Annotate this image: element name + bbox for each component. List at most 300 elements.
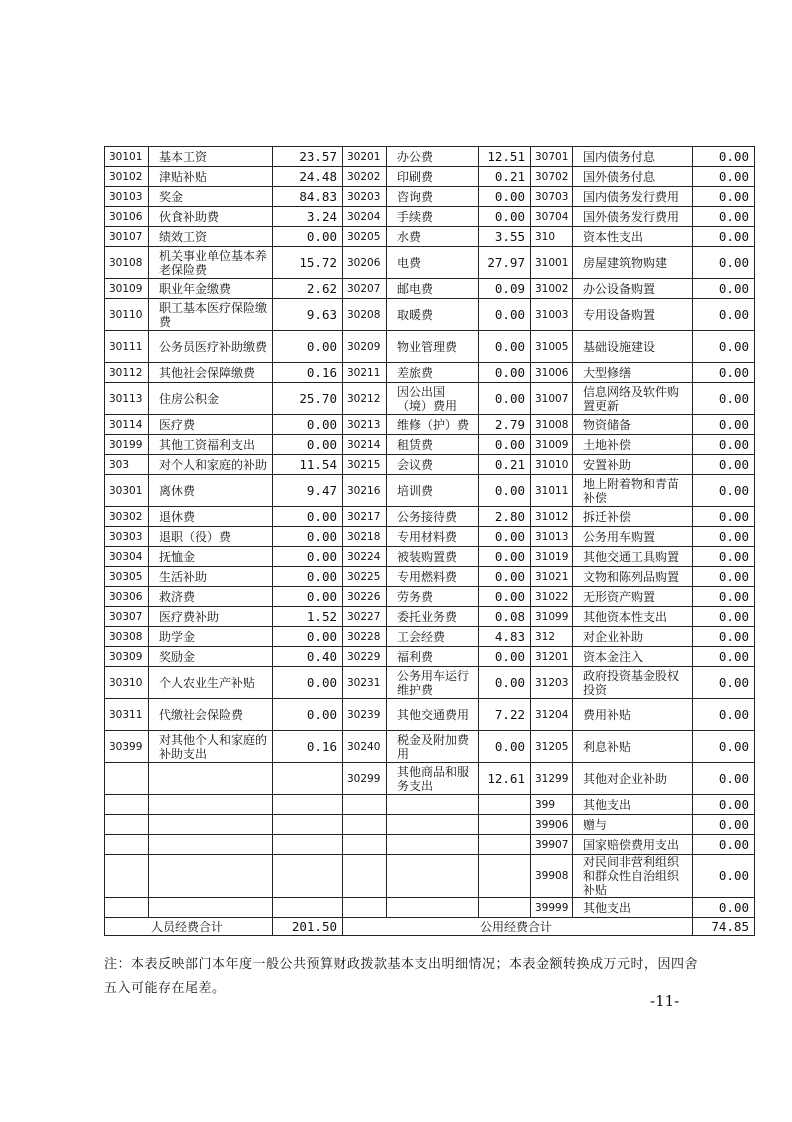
name-1: 其他社会保障缴费 (149, 363, 273, 383)
value-3: 0.00 (693, 147, 755, 167)
name-2: 工会经费 (387, 627, 479, 647)
code-1: 30305 (105, 567, 149, 587)
name-3: 资本金注入 (573, 647, 693, 667)
name-2: 印刷费 (387, 167, 479, 187)
value-1: 0.00 (273, 547, 343, 567)
name-3: 办公设备购置 (573, 279, 693, 299)
table-row (105, 363, 755, 383)
code-2: 30216 (343, 475, 387, 507)
table-row (105, 331, 755, 363)
page-number: -11- (650, 992, 680, 1010)
table-row (105, 815, 755, 835)
name-2: 培训费 (387, 475, 479, 507)
code-2: 30201 (343, 147, 387, 167)
name-3: 对民间非营利组织和群众性自治组织补贴 (573, 855, 693, 898)
code-2 (343, 898, 387, 918)
value-2 (479, 835, 531, 855)
code-1: 30307 (105, 607, 149, 627)
table-row (105, 699, 755, 731)
name-1: 离休费 (149, 475, 273, 507)
code-2: 30211 (343, 363, 387, 383)
code-1: 30399 (105, 731, 149, 763)
code-3: 31007 (531, 383, 573, 415)
value-2 (479, 815, 531, 835)
name-3: 其他支出 (573, 795, 693, 815)
value-1: 0.00 (273, 435, 343, 455)
table-row (105, 435, 755, 455)
name-2: 其他交通费用 (387, 699, 479, 731)
name-1: 奖励金 (149, 647, 273, 667)
value-2: 0.00 (479, 299, 531, 331)
code-3: 31009 (531, 435, 573, 455)
code-1: 30110 (105, 299, 149, 331)
table-row (105, 207, 755, 227)
name-3: 国外债务发行费用 (573, 207, 693, 227)
totals-row (105, 918, 755, 936)
value-3: 0.00 (693, 475, 755, 507)
table-row (105, 627, 755, 647)
value-1: 0.00 (273, 667, 343, 699)
value-1: 0.00 (273, 587, 343, 607)
value-1: 23.57 (273, 147, 343, 167)
name-1 (149, 815, 273, 835)
value-3: 0.00 (693, 455, 755, 475)
personnel-total-label: 人员经费合计 (105, 918, 273, 936)
value-1: 0.00 (273, 507, 343, 527)
name-2: 会议费 (387, 455, 479, 475)
code-3: 31008 (531, 415, 573, 435)
value-3: 0.00 (693, 587, 755, 607)
name-1: 救济费 (149, 587, 273, 607)
code-1: 30101 (105, 147, 149, 167)
value-2: 27.97 (479, 247, 531, 279)
name-2: 取暖费 (387, 299, 479, 331)
name-1: 对其他个人和家庭的补助支出 (149, 731, 273, 763)
value-1: 0.40 (273, 647, 343, 667)
table-row (105, 835, 755, 855)
value-1 (273, 855, 343, 898)
value-3: 0.00 (693, 567, 755, 587)
name-2: 因公出国（境）费用 (387, 383, 479, 415)
name-3: 赠与 (573, 815, 693, 835)
name-2: 公务用车运行维护费 (387, 667, 479, 699)
name-3: 无形资产购置 (573, 587, 693, 607)
value-1: 24.48 (273, 167, 343, 187)
code-1 (105, 795, 149, 815)
name-3: 安置补助 (573, 455, 693, 475)
code-3: 31099 (531, 607, 573, 627)
code-3: 31203 (531, 667, 573, 699)
name-3: 专用设备购置 (573, 299, 693, 331)
code-3: 31201 (531, 647, 573, 667)
code-1: 30306 (105, 587, 149, 607)
code-1 (105, 898, 149, 918)
code-2: 30209 (343, 331, 387, 363)
code-1: 30309 (105, 647, 149, 667)
value-2: 0.21 (479, 167, 531, 187)
code-1: 30109 (105, 279, 149, 299)
name-3: 国内债务发行费用 (573, 187, 693, 207)
code-3: 31010 (531, 455, 573, 475)
value-2: 0.00 (479, 547, 531, 567)
table-row (105, 383, 755, 415)
value-1: 11.54 (273, 455, 343, 475)
name-1: 公务员医疗补助缴费 (149, 331, 273, 363)
value-1 (273, 795, 343, 815)
name-1: 奖金 (149, 187, 273, 207)
name-2 (387, 795, 479, 815)
code-2: 30208 (343, 299, 387, 331)
value-2: 0.00 (479, 475, 531, 507)
name-3: 土地补偿 (573, 435, 693, 455)
code-2: 30217 (343, 507, 387, 527)
name-1: 职业年金缴费 (149, 279, 273, 299)
value-2: 3.55 (479, 227, 531, 247)
table-row (105, 795, 755, 815)
code-1: 30302 (105, 507, 149, 527)
table-row (105, 587, 755, 607)
code-2: 30205 (343, 227, 387, 247)
value-1: 2.62 (273, 279, 343, 299)
table-row (105, 187, 755, 207)
name-3: 其他对企业补助 (573, 763, 693, 795)
value-3: 0.00 (693, 795, 755, 815)
name-1 (149, 835, 273, 855)
value-3: 0.00 (693, 415, 755, 435)
value-2 (479, 898, 531, 918)
name-1: 津贴补贴 (149, 167, 273, 187)
code-3: 31003 (531, 299, 573, 331)
value-2: 2.79 (479, 415, 531, 435)
value-2: 2.80 (479, 507, 531, 527)
value-1 (273, 763, 343, 795)
value-1 (273, 815, 343, 835)
value-3: 0.00 (693, 299, 755, 331)
code-3: 312 (531, 627, 573, 647)
code-3: 31013 (531, 527, 573, 547)
name-2: 办公费 (387, 147, 479, 167)
code-1: 30308 (105, 627, 149, 647)
value-3: 0.00 (693, 898, 755, 918)
name-1 (149, 795, 273, 815)
code-3: 31205 (531, 731, 573, 763)
name-2: 公务接待费 (387, 507, 479, 527)
code-3: 31001 (531, 247, 573, 279)
name-1: 生活补助 (149, 567, 273, 587)
code-2: 30229 (343, 647, 387, 667)
code-2: 30299 (343, 763, 387, 795)
name-2: 维修（护）费 (387, 415, 479, 435)
code-2: 30212 (343, 383, 387, 415)
code-3: 399 (531, 795, 573, 815)
name-2: 被装购置费 (387, 547, 479, 567)
value-2 (479, 795, 531, 815)
code-1: 30111 (105, 331, 149, 363)
name-3: 利息补贴 (573, 731, 693, 763)
code-3: 31021 (531, 567, 573, 587)
value-1: 0.16 (273, 363, 343, 383)
name-3: 其他支出 (573, 898, 693, 918)
code-2 (343, 795, 387, 815)
value-3: 0.00 (693, 667, 755, 699)
code-2: 30228 (343, 627, 387, 647)
table-row (105, 227, 755, 247)
code-2 (343, 835, 387, 855)
name-1: 退休费 (149, 507, 273, 527)
name-3: 拆迁补偿 (573, 507, 693, 527)
name-1 (149, 763, 273, 795)
code-1: 30199 (105, 435, 149, 455)
name-3: 公务用车购置 (573, 527, 693, 547)
code-2: 30226 (343, 587, 387, 607)
code-3: 31019 (531, 547, 573, 567)
table-row (105, 898, 755, 918)
value-3: 0.00 (693, 435, 755, 455)
value-2: 7.22 (479, 699, 531, 731)
table-row (105, 475, 755, 507)
table-row (105, 731, 755, 763)
value-3: 0.00 (693, 815, 755, 835)
value-3: 0.00 (693, 227, 755, 247)
value-2: 12.61 (479, 763, 531, 795)
value-2: 0.00 (479, 667, 531, 699)
table-row (105, 527, 755, 547)
code-2: 30204 (343, 207, 387, 227)
personnel-total-value: 201.50 (273, 918, 343, 936)
name-3: 其他资本性支出 (573, 607, 693, 627)
name-2: 税金及附加费用 (387, 731, 479, 763)
name-2: 委托业务费 (387, 607, 479, 627)
value-1: 1.52 (273, 607, 343, 627)
name-2 (387, 855, 479, 898)
name-1: 抚恤金 (149, 547, 273, 567)
code-1: 30304 (105, 547, 149, 567)
value-3: 0.00 (693, 167, 755, 187)
name-3: 大型修缮 (573, 363, 693, 383)
code-2: 30214 (343, 435, 387, 455)
code-3: 310 (531, 227, 573, 247)
name-2: 水费 (387, 227, 479, 247)
table-row (105, 415, 755, 435)
value-2: 0.00 (479, 363, 531, 383)
value-3: 0.00 (693, 383, 755, 415)
value-3: 0.00 (693, 855, 755, 898)
table-row (105, 567, 755, 587)
value-3: 0.00 (693, 627, 755, 647)
value-2: 0.00 (479, 331, 531, 363)
code-2: 30224 (343, 547, 387, 567)
name-2: 物业管理费 (387, 331, 479, 363)
code-3: 31022 (531, 587, 573, 607)
name-3: 地上附着物和青苗补偿 (573, 475, 693, 507)
value-2: 0.00 (479, 731, 531, 763)
code-2: 30240 (343, 731, 387, 763)
table-row (105, 647, 755, 667)
name-2: 福利费 (387, 647, 479, 667)
code-1: 30108 (105, 247, 149, 279)
name-1: 机关事业单位基本养老保险费 (149, 247, 273, 279)
code-3: 31299 (531, 763, 573, 795)
name-3: 房屋建筑物购建 (573, 247, 693, 279)
name-1: 职工基本医疗保险缴费 (149, 299, 273, 331)
code-1 (105, 763, 149, 795)
table-row (105, 507, 755, 527)
value-1: 0.00 (273, 699, 343, 731)
value-1: 0.16 (273, 731, 343, 763)
name-3: 文物和陈列品购置 (573, 567, 693, 587)
code-3: 31005 (531, 331, 573, 363)
value-1: 25.70 (273, 383, 343, 415)
code-3: 30704 (531, 207, 573, 227)
value-2: 0.08 (479, 607, 531, 627)
value-3: 0.00 (693, 835, 755, 855)
code-1: 303 (105, 455, 149, 475)
value-3: 0.00 (693, 331, 755, 363)
code-3: 31012 (531, 507, 573, 527)
code-1 (105, 815, 149, 835)
value-2: 0.09 (479, 279, 531, 299)
value-3: 0.00 (693, 547, 755, 567)
table-row (105, 855, 755, 898)
name-1: 医疗费补助 (149, 607, 273, 627)
name-1: 住房公积金 (149, 383, 273, 415)
footnote: 注：本表反映部门本年度一般公共预算财政拨款基本支出明细情况；本表金额转换成万元时，因四舍五入可能存在尾差。 (104, 957, 699, 996)
name-3: 信息网络及软件购置更新 (573, 383, 693, 415)
name-2 (387, 815, 479, 835)
name-1: 医疗费 (149, 415, 273, 435)
code-3: 39906 (531, 815, 573, 835)
name-2 (387, 898, 479, 918)
code-1: 30106 (105, 207, 149, 227)
code-1: 30114 (105, 415, 149, 435)
code-3: 39999 (531, 898, 573, 918)
value-1: 0.00 (273, 627, 343, 647)
value-3: 0.00 (693, 247, 755, 279)
value-2: 12.51 (479, 147, 531, 167)
table-row (105, 667, 755, 699)
name-2: 其他商品和服务支出 (387, 763, 479, 795)
value-2 (479, 855, 531, 898)
code-1 (105, 855, 149, 898)
code-3: 30701 (531, 147, 573, 167)
value-1: 0.00 (273, 415, 343, 435)
value-3: 0.00 (693, 363, 755, 383)
value-3: 0.00 (693, 187, 755, 207)
table-row (105, 279, 755, 299)
value-1: 0.00 (273, 567, 343, 587)
value-2: 0.00 (479, 587, 531, 607)
code-2 (343, 815, 387, 835)
value-3: 0.00 (693, 207, 755, 227)
table-row (105, 299, 755, 331)
code-3: 30702 (531, 167, 573, 187)
table-row (105, 547, 755, 567)
value-2: 4.83 (479, 627, 531, 647)
code-1 (105, 835, 149, 855)
value-1 (273, 898, 343, 918)
name-2: 差旅费 (387, 363, 479, 383)
code-2 (343, 855, 387, 898)
code-3: 31002 (531, 279, 573, 299)
value-3: 0.00 (693, 731, 755, 763)
code-1: 30107 (105, 227, 149, 247)
name-2: 邮电费 (387, 279, 479, 299)
name-1: 伙食补助费 (149, 207, 273, 227)
value-1: 0.00 (273, 527, 343, 547)
code-1: 30303 (105, 527, 149, 547)
name-3: 费用补贴 (573, 699, 693, 731)
name-2: 手续费 (387, 207, 479, 227)
name-3: 资本性支出 (573, 227, 693, 247)
code-3: 31204 (531, 699, 573, 731)
code-1: 30311 (105, 699, 149, 731)
code-1: 30102 (105, 167, 149, 187)
value-3: 0.00 (693, 607, 755, 627)
value-3: 0.00 (693, 763, 755, 795)
name-3: 基础设施建设 (573, 331, 693, 363)
code-3: 31011 (531, 475, 573, 507)
table-row (105, 147, 755, 167)
code-2: 30207 (343, 279, 387, 299)
code-3: 30703 (531, 187, 573, 207)
code-2: 30215 (343, 455, 387, 475)
value-3: 0.00 (693, 527, 755, 547)
name-1: 绩效工资 (149, 227, 273, 247)
value-2: 0.00 (479, 435, 531, 455)
code-2: 30227 (343, 607, 387, 627)
value-2: 0.00 (479, 207, 531, 227)
code-2: 30225 (343, 567, 387, 587)
table-row (105, 763, 755, 795)
table-row (105, 607, 755, 627)
code-3: 39908 (531, 855, 573, 898)
value-3: 0.00 (693, 507, 755, 527)
value-1: 0.00 (273, 227, 343, 247)
name-2: 咨询费 (387, 187, 479, 207)
name-2: 专用燃料费 (387, 567, 479, 587)
code-1: 30113 (105, 383, 149, 415)
table-row (105, 167, 755, 187)
code-1: 30301 (105, 475, 149, 507)
name-3: 国外债务付息 (573, 167, 693, 187)
code-2: 30218 (343, 527, 387, 547)
name-1: 退职（役）费 (149, 527, 273, 547)
name-3: 国内债务付息 (573, 147, 693, 167)
expenditure-detail-table (104, 146, 755, 936)
code-1: 30112 (105, 363, 149, 383)
code-3: 31006 (531, 363, 573, 383)
name-1: 助学金 (149, 627, 273, 647)
value-3: 0.00 (693, 699, 755, 731)
value-1 (273, 835, 343, 855)
name-1: 对个人和家庭的补助 (149, 455, 273, 475)
code-3: 39907 (531, 835, 573, 855)
value-3: 0.00 (693, 279, 755, 299)
name-3: 对企业补助 (573, 627, 693, 647)
table-row (105, 247, 755, 279)
value-1: 0.00 (273, 331, 343, 363)
code-1: 30310 (105, 667, 149, 699)
name-1: 个人农业生产补贴 (149, 667, 273, 699)
name-3: 政府投资基金股权投资 (573, 667, 693, 699)
value-2: 0.00 (479, 187, 531, 207)
code-2: 30231 (343, 667, 387, 699)
value-1: 15.72 (273, 247, 343, 279)
value-2: 0.00 (479, 527, 531, 547)
name-2: 电费 (387, 247, 479, 279)
code-2: 30203 (343, 187, 387, 207)
code-2: 30206 (343, 247, 387, 279)
